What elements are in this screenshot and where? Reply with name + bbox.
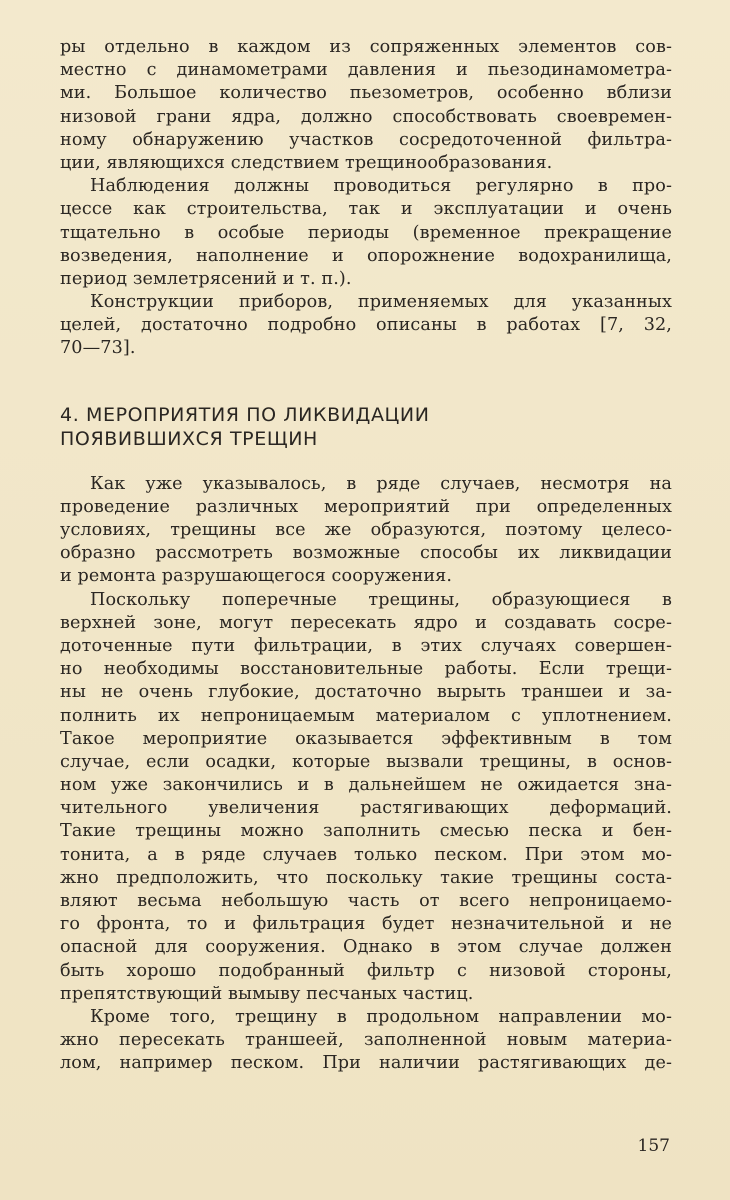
text-line: Поскольку поперечные трещины, образующиеся в xyxy=(90,589,672,610)
paragraph xyxy=(60,36,672,175)
text-line: доточенные пути фильтрации, в этих случаях совершен- xyxy=(60,635,672,656)
text-line: чительного увеличения растягивающих деформаций. xyxy=(60,798,672,819)
text-line: проведение различных мероприятий при определенных xyxy=(60,496,672,517)
paragraph xyxy=(60,291,672,361)
heading-line: ПОЯВИВШИХСЯ ТРЕЩИН xyxy=(60,427,318,450)
text-line: жно предположить, что поскольку такие трещины соста- xyxy=(60,867,672,888)
text-line: цессе как строительства, так и эксплуатации и очень xyxy=(60,199,672,220)
text-line: период землетрясений и т. п.). xyxy=(60,268,352,289)
text-line: лом, например песком. При наличии растягивающих де- xyxy=(60,1053,672,1074)
text-line: случае, если осадки, которые вызвали трещины, в основ- xyxy=(60,751,672,772)
text-line: тщательно в особые периоды (временное прекращение xyxy=(60,222,672,243)
text-line: опасной для сооружения. Однако в этом случае должен xyxy=(60,937,672,958)
text-line: жно пересекать траншеей, заполненной новым материа- xyxy=(60,1030,672,1051)
text-line: препятствующий вымыву песчаных частиц. xyxy=(60,983,474,1004)
text-line: тонита, а в ряде случаев только песком. При этом мо- xyxy=(60,844,672,865)
text-line: верхней зоне, могут пересекать ядро и создавать сосре- xyxy=(60,612,672,633)
text-line: возведения, наполнение и опорожнение водохранилища, xyxy=(60,245,672,266)
paragraph xyxy=(60,175,672,291)
text-line: ции, являющихся следствием трещинообразования. xyxy=(60,152,553,173)
text-line: Как уже указывалось, в ряде случаев, несмотря на xyxy=(90,473,672,494)
text-line: но необходимы восстановительные работы. Если трещи- xyxy=(60,659,672,680)
text-line: Конструкции приборов, применяемых для указанных xyxy=(90,292,672,313)
paragraph xyxy=(60,1006,672,1076)
text-line: ны не очень глубокие, достаточно вырыть траншеи и за- xyxy=(60,682,672,703)
section-heading xyxy=(60,403,672,451)
text-line: целей, достаточно подробно описаны в работах [7, 32, xyxy=(60,315,672,336)
text-line: 70—73]. xyxy=(60,338,136,359)
text-column xyxy=(60,36,672,1076)
text-line: и ремонта разрушающегося сооружения. xyxy=(60,566,453,587)
paragraph xyxy=(60,473,672,589)
heading-line: 4. МЕРОПРИЯТИЯ ПО ЛИКВИДАЦИИ xyxy=(60,403,430,426)
text-line: местно с динамометрами давления и пьезодинамометра- xyxy=(60,60,672,81)
paragraph xyxy=(60,589,672,1006)
text-line: Такие трещины можно заполнить смесью песка и бен- xyxy=(60,821,672,842)
text-line: условиях, трещины все же образуются, поэтому целесо- xyxy=(60,520,672,540)
page-number: 157 xyxy=(637,1136,670,1156)
text-line: ному обнаружению участков сосредоточенной фильтра- xyxy=(60,129,672,150)
text-line: полнить их непроницаемым материалом с уплотнением. xyxy=(60,705,672,726)
text-line: низовой грани ядра, должно способствовать своевремен- xyxy=(60,106,672,127)
text-line: Кроме того, трещину в продольном направлении мо- xyxy=(90,1006,672,1027)
text-line: вляют весьма небольшую часть от всего непроницаемо- xyxy=(60,891,672,911)
text-line: Такое мероприятие оказывается эффективным в том xyxy=(60,728,672,749)
text-line: образно рассмотреть возможные способы их ликвидации xyxy=(60,543,672,564)
text-line: ми. Большое количество пьезометров, особенно вблизи xyxy=(60,83,672,104)
text-line: го фронта, то и фильтрация будет незначительной и не xyxy=(60,914,672,935)
text-line: ры отдельно в каждом из сопряженных элементов сов- xyxy=(60,37,672,57)
text-line: Наблюдения должны проводиться регулярно в про- xyxy=(90,176,672,197)
text-line: быть хорошо подобранный фильтр с низовой стороны, xyxy=(60,960,672,981)
text-line: ном уже закончились и в дальнейшем не ожидается зна- xyxy=(60,775,672,796)
